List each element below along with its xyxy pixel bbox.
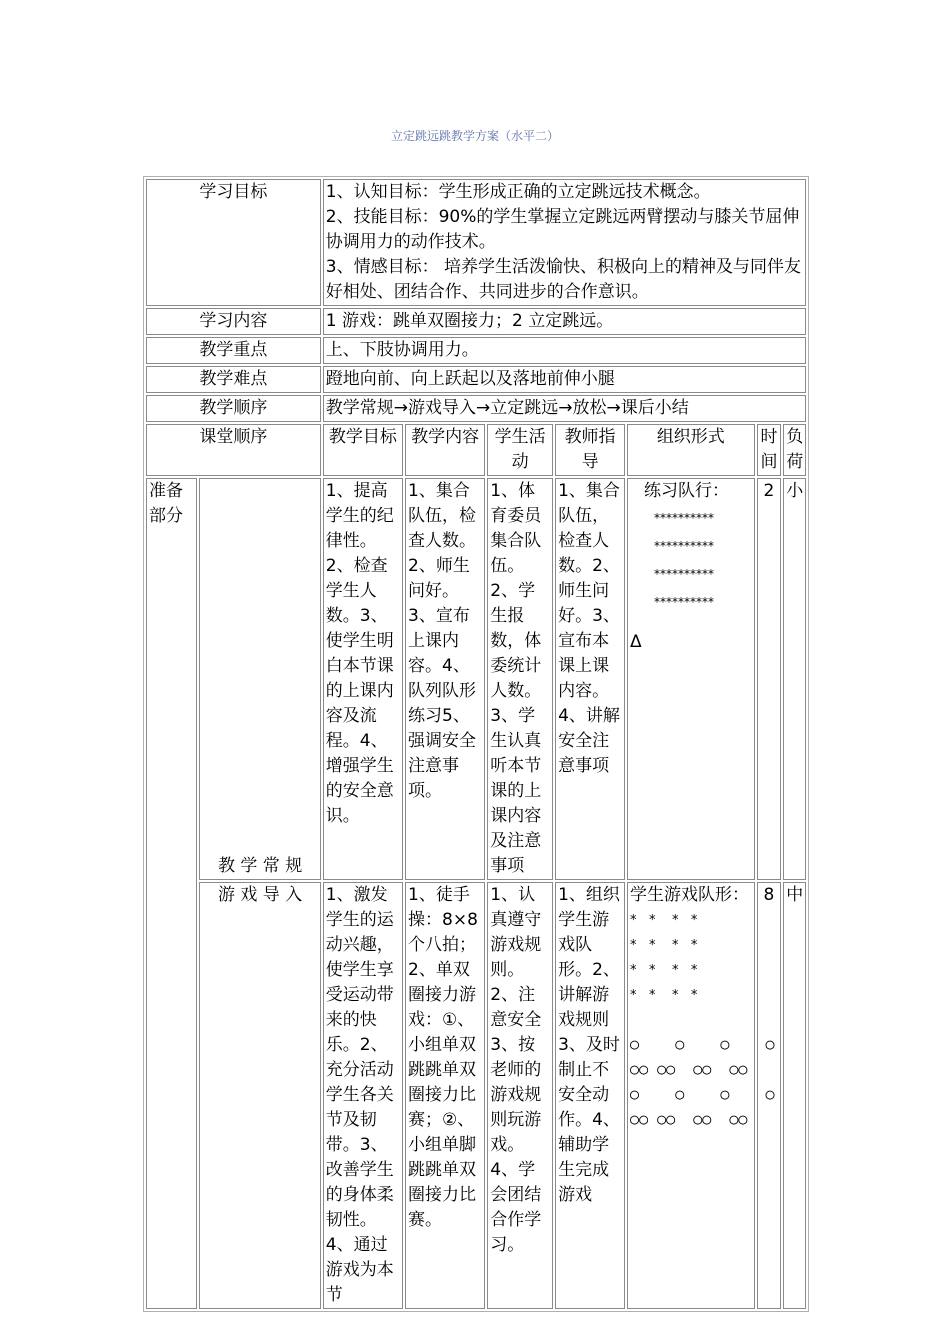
formation-row: ********** <box>654 595 715 609</box>
objectives-value <box>323 179 806 306</box>
routine-teacher: 1、集合队伍，检查人数。2、师生问好。3、宣布本课上课内容。4、讲解安全注意事项 <box>555 478 625 880</box>
routine-label: 教 学 常 规 <box>199 478 320 880</box>
game-student: 1、认真遵守游戏规则。2、注意安全3、按老师的游戏规则玩游戏。4、学会团结合作学习。 <box>487 882 553 1309</box>
teacher-position-icon: Δ <box>630 632 642 652</box>
sequence-label: 教学顺序 <box>146 395 321 422</box>
header-teacher: 教师指导 <box>555 424 625 476</box>
difficulty-row <box>146 366 806 393</box>
game-org <box>627 882 775 1309</box>
game-star-row: * * * * <box>630 988 698 1003</box>
table-header-row <box>146 424 806 476</box>
routine-org-title: 练习队行： <box>644 481 730 501</box>
sequence-value: 教学常规→游戏导入→立定跳远→放松→课后小结 <box>323 395 806 422</box>
routine-student: 1、体育委员集合队伍。2、学生报数，体委统计人数。3、学生认真听本节课的上课内容及注意事项 <box>487 478 553 880</box>
game-circle-row: ○ ○ ○ ○ <box>630 1085 775 1103</box>
formation-row: ********** <box>654 567 715 581</box>
routine-row <box>146 478 806 880</box>
routine-load: 小 <box>783 478 806 880</box>
difficulty-value: 蹬地向前、向上跃起以及落地前伸小腿 <box>323 366 806 393</box>
game-time: 8 <box>757 882 782 1309</box>
game-star-row: * * * * <box>630 913 698 928</box>
header-student: 学生活动 <box>487 424 553 476</box>
formation-row: ********** <box>654 511 715 525</box>
routine-goal: 1、提高学生的纪律性。2、检查学生人数。3、使学生明白本节课的上课内容及流程。4、增强学生的安全意识。 <box>323 478 403 880</box>
header-load: 负荷 <box>783 424 806 476</box>
routine-time: 2 <box>757 478 782 880</box>
game-teacher: 1、组织学生游戏队形。2、讲解游戏规则3、及时制止不安全动作。4、辅助学生完成游戏 <box>555 882 625 1309</box>
difficulty-label: 教学难点 <box>146 366 321 393</box>
objectives-row <box>146 179 806 306</box>
game-content: 1、徒手操：8×8个八拍；2、单双圈接力游戏：①、小组单双跳跳单双圈接力比赛；②、小组单脚跳跳单双圈接力比赛。 <box>405 882 485 1309</box>
header-goal: 教学目标 <box>323 424 403 476</box>
lesson-plan-table <box>143 176 809 1312</box>
header-order: 课堂顺序 <box>146 424 321 476</box>
formation-row: ********** <box>654 539 715 553</box>
game-org-title: 学生游戏队形： <box>630 885 750 905</box>
objectives-label: 学习目标 <box>146 179 321 306</box>
game-load: 中 <box>783 882 806 1309</box>
game-star-row: * * * * <box>630 938 698 953</box>
key-point-row <box>146 337 806 364</box>
header-time: 时间 <box>757 424 782 476</box>
content-row <box>146 308 806 335</box>
content-label: 学习内容 <box>146 308 321 335</box>
game-circle-row: ○ ○ ○ ○ <box>630 1035 775 1053</box>
game-star-row: * * * * <box>630 963 698 978</box>
content-value: 1 游戏：跳单双圈接力；2 立定跳远。 <box>323 308 806 335</box>
game-row <box>146 882 806 1309</box>
document-title: 立定跳远跳教学方案（水平二） <box>390 129 559 143</box>
game-goal: 1、激发学生的运动兴趣，使学生享受运动带来的快乐。2、充分活动学生各关节及韧带。3、改善学生的身体柔韧性。4、通过游戏为本节 <box>323 882 403 1309</box>
objective-line: 1、认知目标：学生形成正确的立定跳远技术概念。 <box>325 182 711 202</box>
key-point-value: 上、下肢协调用力。 <box>323 337 806 364</box>
key-point-label: 教学重点 <box>146 337 321 364</box>
routine-org <box>627 478 755 880</box>
game-circle-row: ○○ ○○ ○○ ○○ <box>630 1110 748 1128</box>
objective-line: 3、情感目标： 培养学生活泼愉快、积极向上的精神及与同伴友好相处、团结合作、共同进步的合作意识。 <box>325 257 802 302</box>
sequence-row <box>146 395 806 422</box>
routine-content: 1、集合队伍，检查人数。2、师生问好。3、宣布上课内容。4、队列队形练习5、强调安全注意事项。 <box>405 478 485 880</box>
game-label: 游 戏 导 入 <box>199 882 320 1309</box>
prep-section-label: 准备部分 <box>146 478 197 1309</box>
game-circle-row: ○○ ○○ ○○ ○○ <box>630 1060 748 1078</box>
header-content: 教学内容 <box>405 424 485 476</box>
header-org: 组织形式 <box>627 424 755 476</box>
objective-line: 2、技能目标：90%的学生掌握立定跳远两臂摆动与膝关节屈伸协调用力的动作技术。 <box>325 207 800 252</box>
